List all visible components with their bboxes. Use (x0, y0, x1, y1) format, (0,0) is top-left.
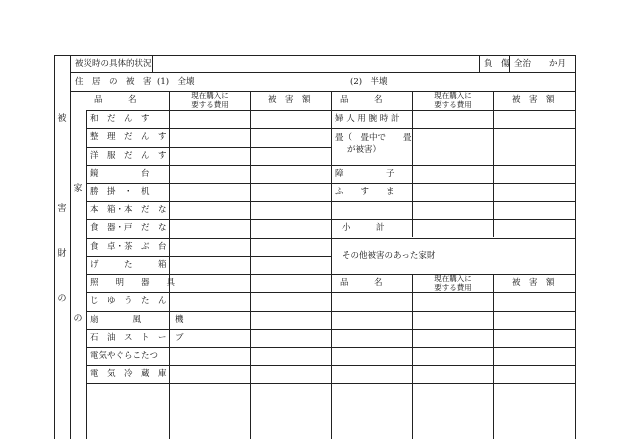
item-label: 電 気 冷 蔵 庫 (90, 369, 167, 379)
other-items-label: その他被害のあった家財 (342, 251, 436, 261)
housing-label: 住 居 の 被 害 (75, 77, 152, 87)
item-label: 和 だ ん す (90, 114, 150, 124)
rule (493, 274, 494, 439)
housing-option-half: (2) 半壊 (350, 77, 388, 87)
side-label-hi: 被 (57, 114, 67, 124)
side-label-no-inner: の (73, 314, 83, 324)
item-label: じ ゆ う た ん (90, 296, 167, 306)
col-item-lower: 品 名 (340, 278, 383, 288)
col-damage-right: 被 害 額 (512, 95, 555, 105)
item-label: 整 理 だ ん す (90, 132, 167, 142)
rule (86, 110, 87, 439)
rule (493, 91, 494, 237)
item-label: 食 器・戸 だ な (90, 223, 167, 233)
rule (412, 274, 413, 439)
rule (86, 147, 331, 148)
injury-full-recovery: 全治 (514, 59, 532, 69)
rule (54, 55, 576, 56)
rule (331, 91, 332, 439)
side-label-no: の (57, 294, 67, 304)
item-label: が被害） (347, 145, 382, 155)
item-label: 石 油 ス ト ー ブ (90, 333, 184, 343)
rule (70, 55, 71, 439)
injury-months: か月 (549, 59, 567, 69)
col-cost-lower: 現在購入に 要する費用 (434, 274, 472, 292)
injury-label: 負 傷 (484, 59, 510, 69)
item-label: 洋 服 だ ん す (90, 151, 167, 161)
col-cost-left: 現在購入に 要する費用 (191, 91, 229, 109)
col-damage-lower: 被 害 額 (512, 278, 555, 288)
rule (575, 55, 576, 439)
item-label: 扇 風 機 (90, 315, 184, 325)
item-label: 照 明 器 具 (90, 278, 176, 288)
col-item-right: 品 名 (340, 95, 383, 105)
col-item-left: 品 名 (94, 95, 137, 105)
damage-report-form (54, 55, 576, 439)
rule (70, 72, 576, 73)
item-label: ふ す ま (335, 187, 395, 197)
item-label: 畳（ 畳中で 畳 (335, 133, 412, 143)
item-label: 食 卓・茶 ぶ 台 (90, 242, 167, 252)
rule (412, 91, 413, 237)
rule (86, 256, 331, 257)
side-label-zai: 財 (57, 249, 67, 259)
item-label: 鏡 台 (90, 169, 150, 179)
item-label: 婦 人 用 腕 時 計 (335, 114, 400, 124)
rule (70, 91, 576, 92)
col-damage-left: 被 害 額 (268, 95, 311, 105)
rule (152, 55, 153, 72)
item-label: 本 箱・本 だ な (90, 205, 167, 215)
rule (250, 91, 251, 439)
situation-label: 被災時の具体的状況 (75, 59, 152, 69)
rule (169, 91, 170, 439)
subtotal-label: 小 計 (342, 223, 385, 233)
item-label: 電気やぐらこたつ (90, 351, 159, 361)
rule (479, 55, 480, 72)
item-label: 勝 掛 ・ 机 (90, 187, 150, 197)
item-label: げ た 箱 (90, 260, 167, 270)
housing-option-full: (1) 全壊 (157, 77, 195, 87)
col-cost-right: 現在購入に 要する費用 (434, 91, 472, 109)
side-label-gai: 害 (57, 204, 67, 214)
item-label: 障 子 (335, 169, 395, 179)
side-label-ie: 家 (73, 184, 83, 194)
